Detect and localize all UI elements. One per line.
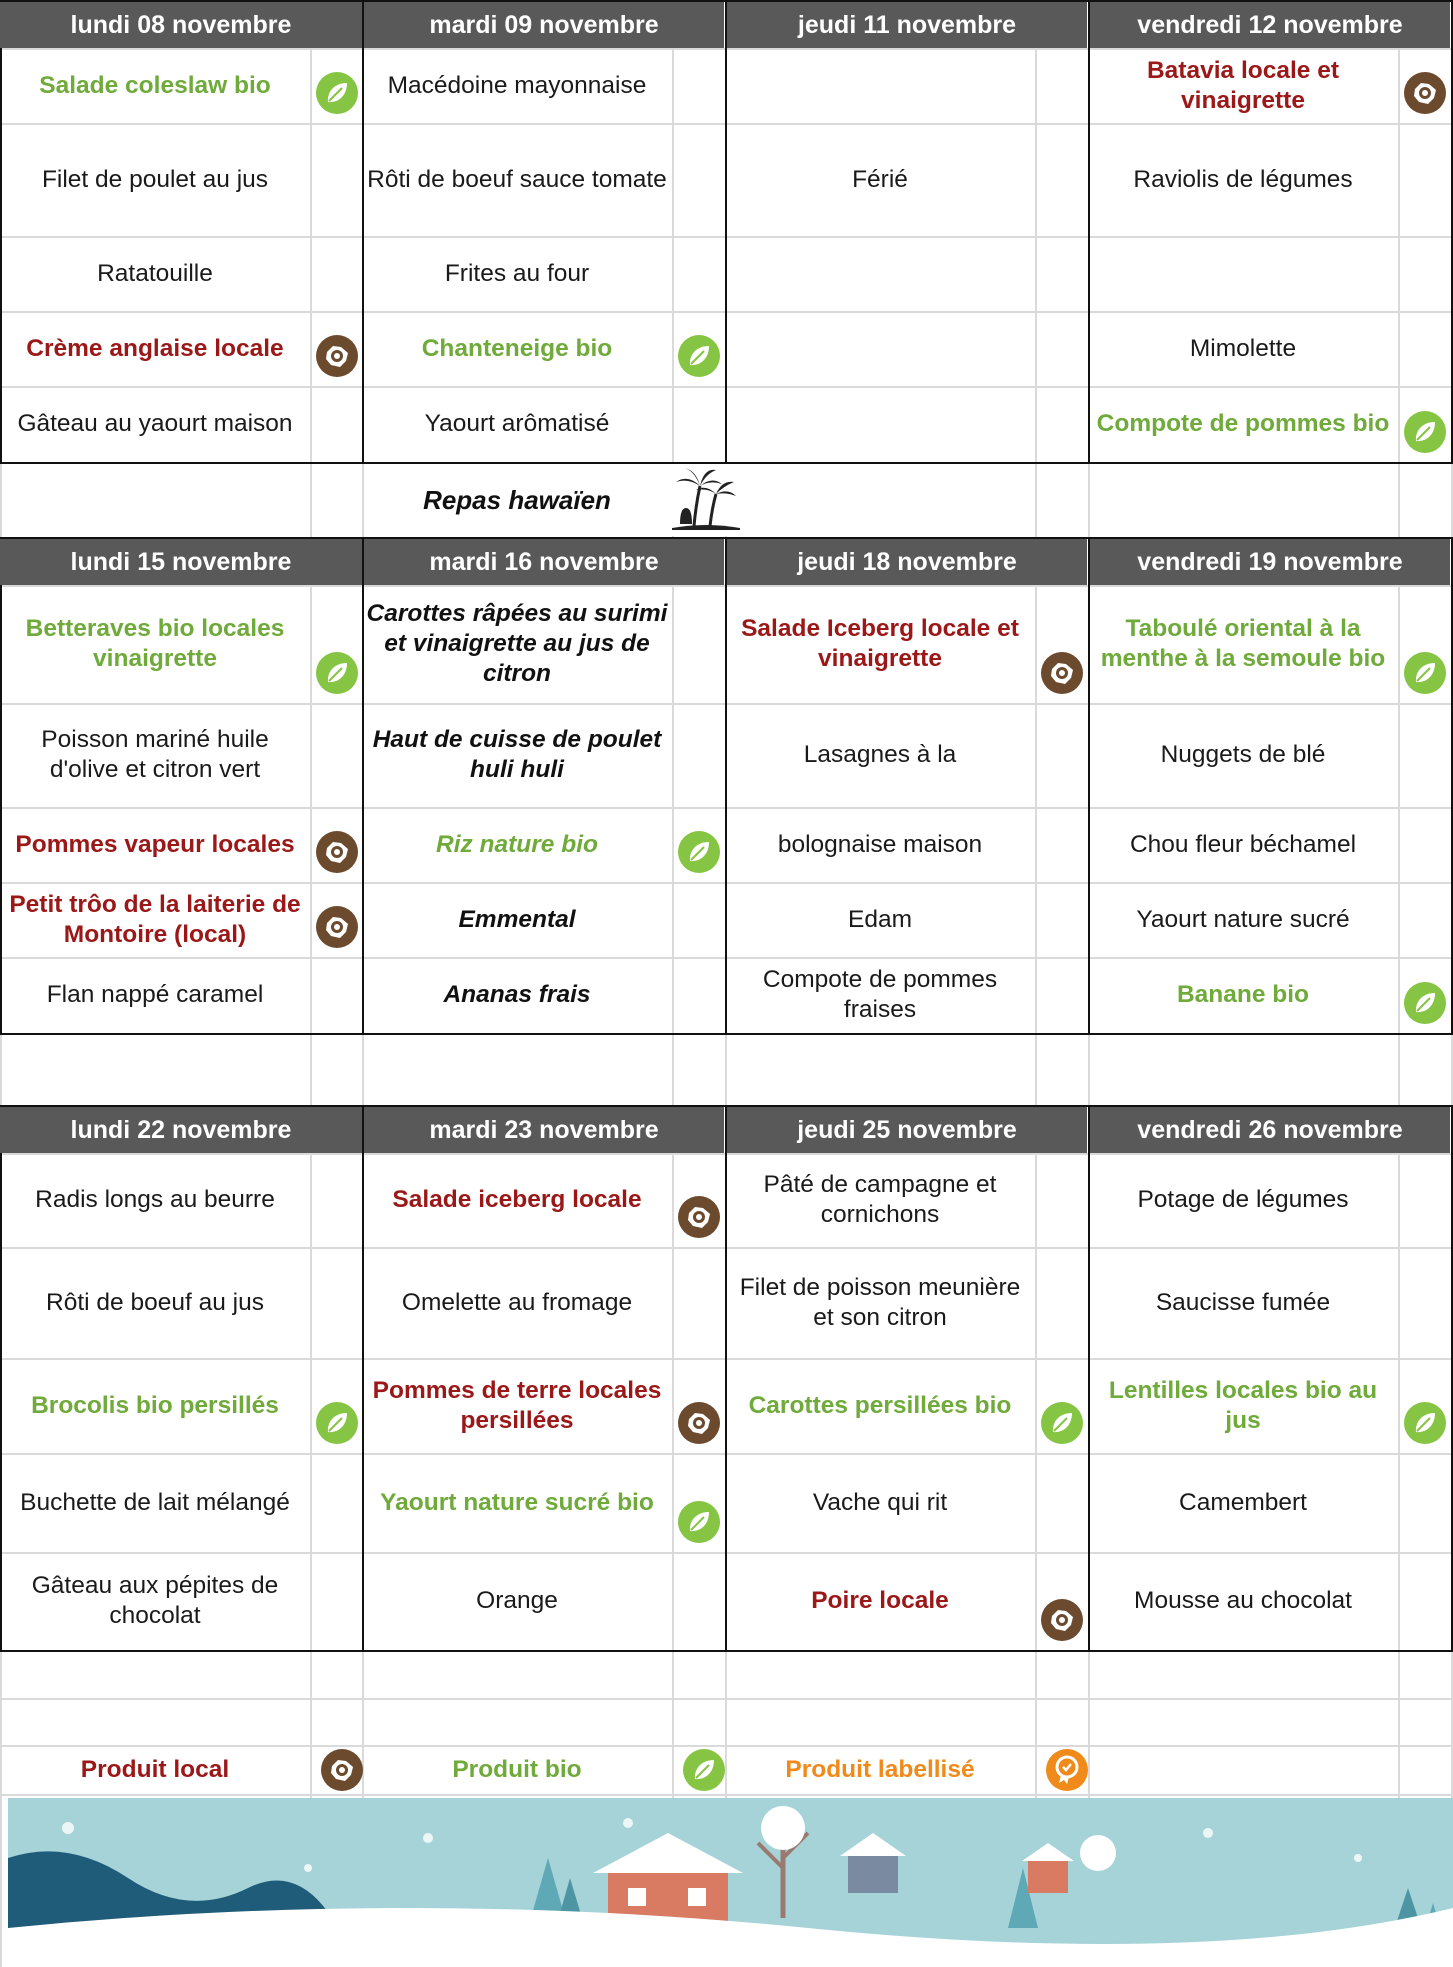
day-header: lundi 22 novembre <box>0 1107 362 1153</box>
bio-leaf-icon <box>677 830 721 874</box>
menu-item: Vache qui rit <box>812 1488 948 1516</box>
local-product-icon <box>677 1195 721 1239</box>
menu-item: Pommes de terre locales persillées <box>372 1376 662 1434</box>
menu-item: Potage de légumes <box>1137 1186 1349 1213</box>
bio-leaf-icon <box>1403 651 1447 695</box>
menu-item: Riz nature bio <box>436 830 598 858</box>
menu-item: Lasagnes à la <box>803 741 957 768</box>
day-header: vendredi 26 novembre <box>1090 1107 1450 1153</box>
menu-item: Carottes râpées au surimi et vinaigrette au jus de citron <box>366 600 668 687</box>
menu-item: Compote de pommes bio <box>1096 410 1390 437</box>
day-header: mardi 09 novembre <box>364 2 724 48</box>
menu-item: Betteraves bio locales vinaigrette <box>25 615 285 672</box>
menu-item: Edam <box>847 905 912 933</box>
legend-bio-label: Produit bio <box>452 1755 582 1783</box>
menu-item: Petit trôo de la laiterie de Montoire (local) <box>9 890 301 948</box>
menu-item: Gâteau aux pépites de chocolat <box>31 1572 279 1629</box>
local-product-icon <box>677 1401 721 1445</box>
menu-item: Mimolette <box>1189 334 1297 362</box>
day-header: mardi 23 novembre <box>364 1107 724 1153</box>
menu-item: Chanteneige bio <box>421 334 613 362</box>
local-product-icon <box>1040 651 1084 695</box>
bio-leaf-icon <box>315 651 359 695</box>
local-product-icon <box>320 1748 364 1792</box>
day-header: jeudi 18 novembre <box>727 539 1087 585</box>
menu-item: Buchette de lait mélangé <box>20 1488 290 1516</box>
menu-item: Emmental <box>458 905 576 933</box>
menu-item: Mousse au chocolat <box>1134 1587 1352 1614</box>
menu-item: Brocolis bio persillés <box>31 1391 279 1419</box>
menu-item: Salade coleslaw bio <box>39 71 271 99</box>
bio-leaf-icon <box>315 71 359 115</box>
menu-item: Pommes vapeur locales <box>15 830 295 858</box>
bio-leaf-icon <box>682 1748 726 1792</box>
menu-item <box>1088 236 1398 311</box>
menu-item: Flan nappé caramel <box>46 981 264 1008</box>
local-product-icon <box>1403 71 1447 115</box>
menu-item: Filet de poisson meunière et son citron <box>739 1273 1021 1331</box>
menu-item: Yaourt nature sucré <box>1136 905 1350 933</box>
legend-labellise-label: Produit labellisé <box>785 1755 975 1783</box>
bio-leaf-icon <box>677 334 721 378</box>
menu-item: Crème anglaise locale <box>26 334 284 362</box>
menu-item: Ratatouille <box>97 259 213 287</box>
day-header: jeudi 11 novembre <box>727 2 1087 48</box>
menu-item: Yaourt nature sucré bio <box>380 1488 654 1516</box>
menu-item: Camembert <box>1179 1488 1307 1516</box>
day-header: vendredi 12 novembre <box>1090 2 1450 48</box>
bio-leaf-icon <box>677 1500 721 1544</box>
day-header: lundi 08 novembre <box>0 2 362 48</box>
menu-item: Banane bio <box>1176 981 1310 1008</box>
legend-local-label: Produit local <box>80 1755 230 1783</box>
day-header: lundi 15 novembre <box>0 539 362 585</box>
menu-item: Rôti de boeuf sauce tomate <box>367 165 667 193</box>
menu-item: Ananas frais <box>443 981 591 1008</box>
menu-item: Haut de cuisse de poulet huli huli <box>372 726 662 783</box>
menu-item: Poisson mariné huile d'olive et citron vert <box>41 726 269 783</box>
holiday-label: Férié <box>852 165 908 193</box>
menu-item: Raviolis de légumes <box>1133 165 1353 193</box>
bio-leaf-icon <box>1403 410 1447 454</box>
day-header: jeudi 25 novembre <box>727 1107 1087 1153</box>
menu-item: Carottes persillées bio <box>748 1391 1012 1419</box>
menu-item: Filet de poulet au jus <box>41 165 269 193</box>
bio-leaf-icon <box>315 1401 359 1445</box>
menu-item: Yaourt arômatisé <box>424 410 610 437</box>
label-rosette-icon <box>1045 1748 1089 1792</box>
menu-item: Taboulé oriental à la menthe à la semoule bio <box>1100 615 1386 672</box>
bio-leaf-icon <box>1403 981 1447 1025</box>
menu-item: Compote de pommes fraises <box>762 966 998 1023</box>
winter-landscape-banner <box>8 1798 1453 1967</box>
menu-item: Rôti de boeuf au jus <box>46 1288 264 1316</box>
theme-day-title: Repas hawaïen <box>423 484 611 515</box>
local-product-icon <box>1040 1598 1084 1642</box>
menu-item: bolognaise maison <box>777 830 983 858</box>
day-header: mardi 16 novembre <box>364 539 724 585</box>
day-header: vendredi 19 novembre <box>1090 539 1450 585</box>
menu-item: Poire locale <box>811 1587 949 1614</box>
menu-item: Saucisse fumée <box>1155 1288 1331 1316</box>
menu-item: Salade Iceberg locale et vinaigrette <box>741 615 1019 672</box>
local-product-icon <box>315 905 359 949</box>
menu-item: Lentilles locales bio au jus <box>1108 1376 1378 1434</box>
menu-item: Batavia locale et vinaigrette <box>1146 56 1340 114</box>
menu-item: Chou fleur béchamel <box>1129 830 1357 858</box>
bio-leaf-icon <box>1403 1401 1447 1445</box>
menu-item: Omelette au fromage <box>401 1288 633 1316</box>
local-product-icon <box>315 334 359 378</box>
menu-item: Orange <box>476 1587 558 1614</box>
menu-item: Gâteau au yaourt maison <box>17 410 293 437</box>
menu-item: Nuggets de blé <box>1160 741 1326 768</box>
local-product-icon <box>315 830 359 874</box>
menu-item: Salade iceberg locale <box>392 1186 642 1213</box>
bio-leaf-icon <box>1040 1401 1084 1445</box>
menu-item: Frites au four <box>444 259 590 287</box>
menu-item: Radis longs au beurre <box>35 1186 275 1213</box>
menu-item: Macédoine mayonnaise <box>387 71 647 99</box>
palm-trees-icon <box>666 464 746 536</box>
menu-item: Pâté de campagne et cornichons <box>763 1171 997 1228</box>
